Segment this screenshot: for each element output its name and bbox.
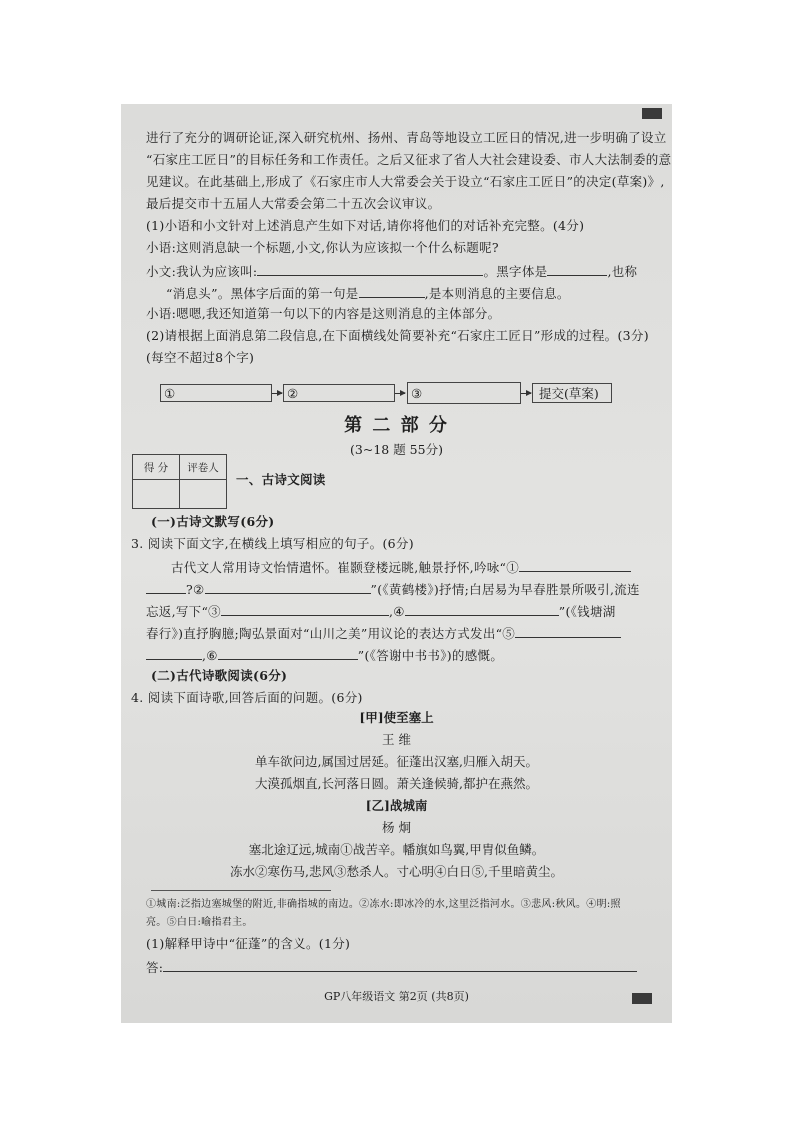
page-footer: GP八年级语文 第2页 (共8页) bbox=[324, 990, 469, 1003]
q3-line-4: 春行》)直抒胸臆;陶弘景面对“山川之美”用议论的表达方式发出“⑤ bbox=[146, 624, 621, 642]
blank-2[interactable] bbox=[205, 580, 371, 594]
poem1-line-1: 单车欲问边,属国过居延。征蓬出汉塞,归雁入胡天。 bbox=[255, 754, 538, 769]
blank-5[interactable] bbox=[515, 624, 621, 638]
first-sentence-answer-blank[interactable] bbox=[359, 284, 425, 298]
score-table bbox=[132, 454, 227, 509]
q3-line-1: 古代文人常用诗文怡情遣怀。崔颢登楼远眺,触景抒怀,吟咏“① bbox=[171, 558, 631, 576]
blank-3[interactable] bbox=[221, 602, 389, 616]
q2-prompt: (2)请根据上面消息第二段信息,在下面横线处简要补充“石家庄工匠日”形成的过程。(3分) bbox=[146, 328, 649, 343]
section2-title: (二)古代诗歌阅读(6分) bbox=[151, 668, 288, 683]
corner-mark-top bbox=[642, 108, 662, 119]
q3-line-2: ?② ”(《黄鹤楼》)抒情;白居易为早春胜景所吸引,流连 bbox=[146, 580, 640, 598]
blank-5-cont[interactable] bbox=[146, 646, 202, 660]
process-box-3[interactable]: ③ bbox=[407, 382, 521, 404]
score-header: 得 分 bbox=[133, 455, 180, 480]
bold-text-answer-blank[interactable] bbox=[547, 262, 607, 276]
q3-line-3: 忘返,写下“③ ,④ ”(《钱塘湖 bbox=[146, 604, 616, 619]
poem2-line-2: 冻水②寒伤马,悲风③愁杀人。寸心明④白日⑤,千里暗黄尘。 bbox=[230, 864, 563, 879]
arrow-3 bbox=[521, 393, 531, 394]
poem2-author: 杨 炯 bbox=[382, 820, 411, 835]
blank-6[interactable] bbox=[218, 646, 358, 660]
q1-xiaowen-line-2: “消息头”。黑体字后面的第一句是 ,是本则消息的主要信息。 bbox=[166, 286, 570, 301]
q1-xiaoyu-line: 小语:这则消息缺一个标题,小文,你认为应该拟一个什么标题呢? bbox=[146, 240, 499, 255]
q1-xiaoyu-line-2: 小语:嗯嗯,我还知道第一句以下的内容是这则消息的主体部分。 bbox=[146, 306, 501, 321]
exam-page bbox=[121, 104, 672, 1023]
poem2-title: [乙]战城南 bbox=[365, 798, 428, 813]
answer-label: 答: bbox=[146, 960, 164, 975]
score-cell[interactable] bbox=[133, 480, 180, 509]
intro-line-1: 进行了充分的调研论证,深入研究杭州、扬州、青岛等地设立工匠日的情况,进一步明确了设立 bbox=[146, 130, 667, 145]
arrow-1 bbox=[272, 393, 282, 394]
footnote-divider bbox=[151, 890, 331, 891]
blank-1[interactable] bbox=[519, 558, 631, 572]
poem1-author: 王 维 bbox=[382, 732, 411, 747]
section1-sub-title: (一)古诗文默写(6分) bbox=[151, 514, 275, 529]
blank-4[interactable] bbox=[405, 602, 559, 616]
part2-title: 第 二 部 分 bbox=[344, 415, 449, 436]
poem1-title: [甲]使至塞上 bbox=[359, 710, 434, 725]
blank-1-cont[interactable] bbox=[146, 580, 186, 594]
q1-xiaowen-line: 小文:我认为应该叫: 。黑字体是 ,也称 bbox=[146, 264, 638, 279]
process-box-1[interactable]: ① bbox=[160, 384, 272, 402]
footnote-line-1: ①城南:泛指边塞城堡的附近,非确指城的南边。②冻水:即冰冷的水,这里泛指河水。③悲风:秋风。④明:照 bbox=[146, 899, 621, 910]
poem2-line-1: 塞北途辽远,城南①战苦辛。幡旗如鸟翼,甲胄似鱼鳞。 bbox=[248, 842, 545, 857]
q4-prompt: 4. 阅读下面诗歌,回答后面的问题。(6分) bbox=[131, 690, 363, 705]
grader-cell[interactable] bbox=[180, 480, 227, 509]
part2-subtitle: (3~18 题 55分) bbox=[350, 442, 443, 457]
corner-mark-bottom bbox=[632, 993, 652, 1004]
poem1-line-2: 大漠孤烟直,长河落日圆。萧关逢候骑,都护在燕然。 bbox=[255, 776, 538, 791]
q3-prompt: 3. 阅读下面文字,在横线上填写相应的句子。(6分) bbox=[131, 536, 414, 551]
q1-prompt: (1)小语和小文针对上述消息产生如下对话,请你将他们的对话补充完整。(4分) bbox=[146, 218, 585, 233]
process-box-submit: 提交(草案) bbox=[532, 383, 612, 403]
section1-title: 一、古诗文阅读 bbox=[236, 472, 326, 487]
poem1-title-row bbox=[121, 710, 672, 726]
arrow-2 bbox=[395, 393, 405, 394]
q2-prompt-note: (每空不超过8个字) bbox=[146, 350, 255, 365]
title-answer-blank[interactable] bbox=[257, 262, 483, 276]
grader-header: 评卷人 bbox=[180, 455, 227, 480]
q4-answer-row bbox=[146, 958, 637, 976]
intro-line-2: “石家庄工匠日”的目标任务和工作责任。之后又征求了省人大社会建设委、市人大法制委的意 bbox=[146, 152, 672, 167]
q4-sub-question-1: (1)解释甲诗中“征蓬”的含义。(1分) bbox=[146, 936, 351, 951]
process-box-2[interactable]: ② bbox=[283, 384, 395, 402]
intro-line-4: 最后提交市十五届人大常委会第二十五次会议审议。 bbox=[146, 196, 441, 211]
q3-line-5: ,⑥ ”(《答谢中书书》)的感慨。 bbox=[146, 646, 503, 664]
intro-line-3: 见建议。在此基础上,形成了《石家庄市人大常委会关于设立“石家庄工匠日”的决定(草案)》, bbox=[146, 174, 665, 189]
footnote-line-2: 亮。⑤白日:喻指君主。 bbox=[146, 917, 253, 928]
answer-blank[interactable] bbox=[163, 958, 637, 972]
